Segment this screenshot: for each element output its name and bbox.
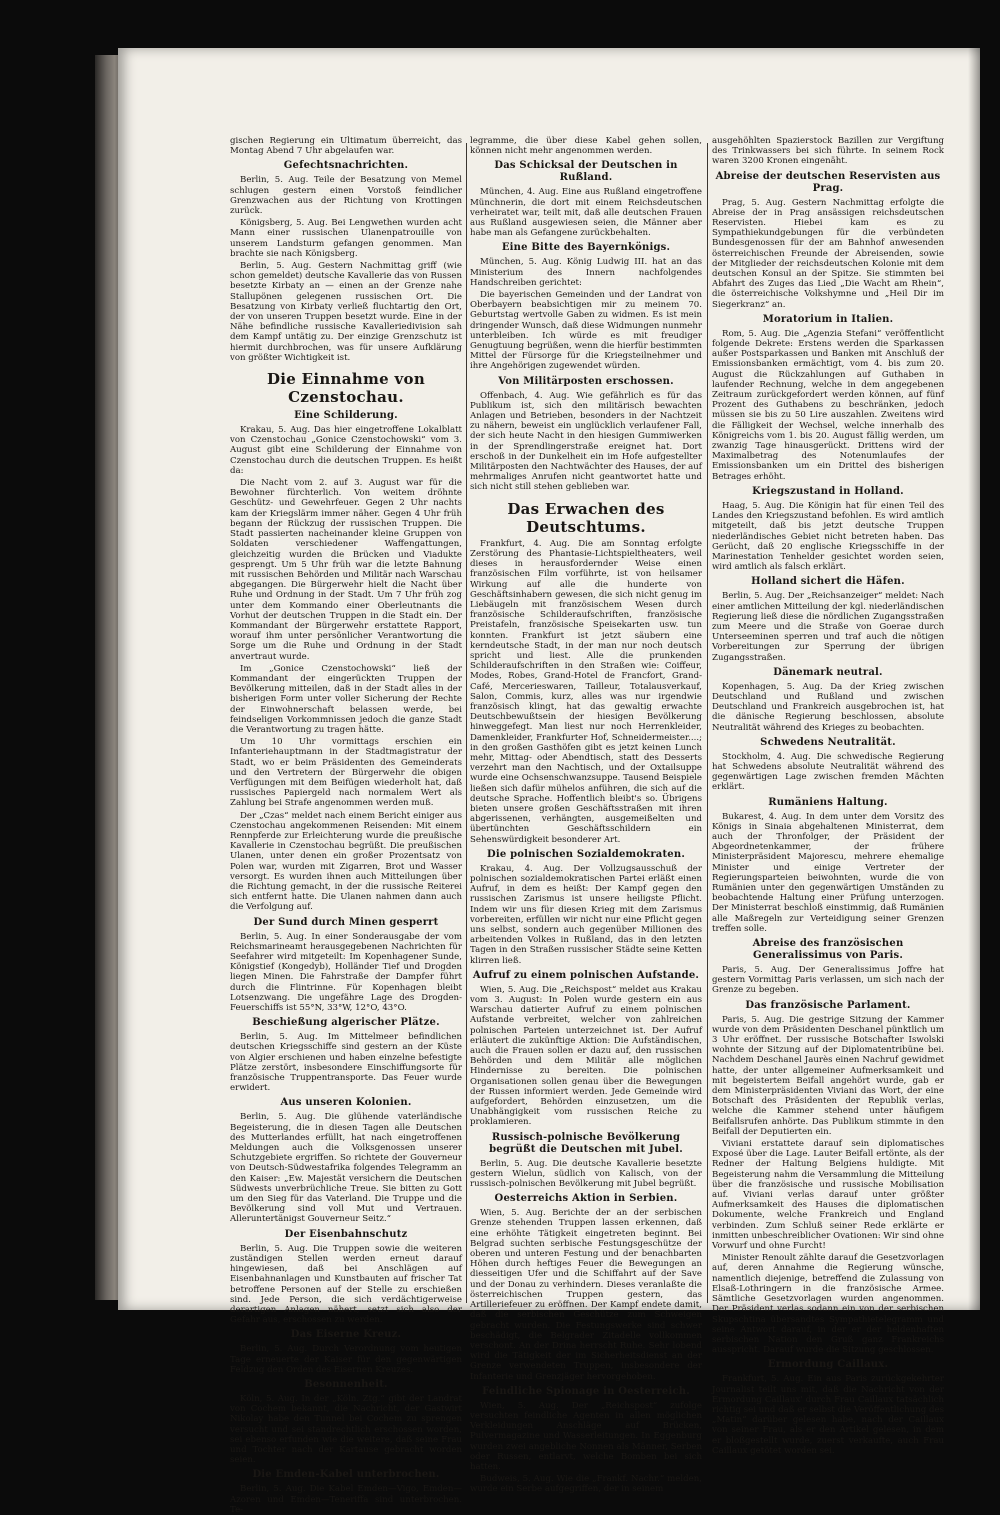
section-heading: Beschießung algerischer Plätze.	[252, 1017, 440, 1029]
article-paragraph: Wien, 5. Aug. Die „Reichspost“ meldet aus Krakau vom 3. August: In Polen wurde gestern ein aus Warschau datierter Aufruf zu einem polnischen Aufstande verbreitet, welcher von zahlreichen polnischen Parteien unterzeichnet ist. Der Aufruf erläutert die zukünftige Aktion: Die Aufständischen, auch die Frauen sollen er dazu auf, den russischen Behörden und dem Militär alle möglichen Hindernisse zu bereiten. Die polnischen Organisationen sollen genau über die Bewegungen der Russen informiert werden. Jede Gemeinde wird aufgefordert, Behörden einzusetzen, um die Unabhängigkeit vom russischen Reiche zu proklamieren.	[470, 984, 702, 1128]
section-heading: Von Militärposten erschossen.	[498, 375, 674, 387]
article-paragraph: Königsberg, 5. Aug. Bei Lengwethen wurden acht Mann einer russischen Ulanenpatrouille von unserem Landsturm gefangen genommen. Man brachte sie nach Königsberg.	[230, 218, 462, 259]
article-paragraph: Berlin, 5. Aug. Der „Reichsanzeiger“ meldet: Nach einer amtlichen Mitteilung der kgl. niederländischen Regierung ließ diese die nördlichen Zugangsstraßen zum Meere und die Straße von Goerae durch Unterseeminen sperren und traf auch die nötigen Vorbereitungen zur Sperrung der übrigen Zugangsstraßen.	[712, 591, 944, 663]
article-paragraph: Berlin, 5. Aug. Durch Verordnung vom heutigen Tage erneuerte der Kaiser für den gegenwärtigen Feldzug den Orden des Eisernen Kreuzes.	[230, 1344, 462, 1375]
article-paragraph: Kopenhagen, 5. Aug. Da der Krieg zwischen Deutschland und Rußland und zwischen Deutschland und Frankreich ausgebrochen ist, hat die dänische Regierung beschlossen, absolute Neutralität während des Krieges zu beobachten.	[712, 681, 944, 733]
section-heading: Der Sund durch Minen gesperrt	[253, 916, 439, 928]
article-paragraph: Frankfurt, 5. Aug. Ein aus Paris zurückgekehrter Journalist teilt uns mit, daß die Nachricht von der Ermordung Caillaux' durch Frau Caillaux tatsächlich richtig sei und daß er selbst die Veröffentlichung des „Matin“ darüber gelesen habe, nach der Caillaux von seiner Frau, als er den Artikel gelesen, in dem er bloßgestellt wurde, zuerst verkaufte, auch Frau Caillaux getötet worden sei.	[712, 1374, 944, 1456]
section-heading: Kriegszustand in Holland.	[752, 485, 904, 497]
section-heading: Das Schicksal der Deutschen in Rußland.	[494, 160, 678, 184]
page-shadow	[968, 48, 980, 1310]
article-paragraph: Wien, 5. Aug. Berichte der an der serbischen Grenze stehenden Truppen lassen erkennen, daß eine erhöhte Tätigkeit eingetreten beginnt. Bei Belgrad suchten serbische Festungsgeschütze der oberen und unteren Festung und der benachbarten Höhen durch heftiges Feuer die Bewegungen an diesseitigen Ufer und die Schiffahrt auf der Save und der Donau zu verhindern. Dieses veranlaßte die österreichischen Truppen gestern, das Artilleriefeuer zu eröffnen. Der Kampf endete damit, daß die serbischen Geschütze zum Schweigen gebracht wurden. Die Festungswerke sind schwer beschädigt, die Belgrader Zitadelle vollkommen verschont. An der Drina herrscht Ruhe. Sehr lobend wird die Tätigkeit der im Sicherheitsdienst an der Grenze verwendeten Truppen, insbesondere der Infanterie und Grenzjäger hervorgehoben.	[470, 1208, 702, 1382]
article-paragraph: Minister Renoult zählte darauf die Gesetzvorlagen auf, deren Annahme die Regierung wünsche, namentlich diejenige, betreffend die Zulassung von Elsaß-Lothringern in die französische Armee. Sämtliche Gesetzvorlagen wurden angenommen. Der Präsident verlas sodann ein von der serbischen Skupschtina übersandtes Sympathietelegramm und seine Antwort darauf, in der er der heldenhaften serbischen Nation den Gruß ganz Frankreichs ausspricht. Darauf wurde die Sitzung geschlossen.	[712, 1253, 944, 1356]
article-paragraph: Wien, 5. Aug. Der „Reichspost“ zufolge versuchten feindliche Agenten in allen möglichen Verkleidungen Anschläge auf Brücken, Pulvermagazine und Wasserleitungen. In Eggenburg wurden zwei angebliche Nonnen als Männer, Serben oder Russen, entlarvt, welche Bomben bei sich hatten.	[470, 1400, 702, 1472]
article-paragraph: Die bayerischen Gemeinden und der Landrat von Oberbayern beabsichtigen mir zu meinem 70. Geburtstag wertvolle Gaben zu widmen. Es ist mein dringender Wunsch, daß diese Widmungen nunmehr unterbleiben. Ich würde es mit freudiger Genugtuung begrüßen, wenn die hierfür bestimmten Mittel der Fürsorge für die Kriegsteilnehmer und ihre Angehörigen zugewendet würden.	[470, 290, 702, 372]
article-paragraph: München, 5. Aug. König Ludwig III. hat an das Ministerium des Innern nachfolgendes Handschreiben gerichtet:	[470, 257, 702, 288]
article-paragraph: Berlin, 5. Aug. Die glühende vaterländische Begeisterung, die in diesen Tagen alle Deutschen des Mutterlandes erfüllt, hat nach eingetroffenen Meldungen auch die Volksgenossen unserer Schutzgebiete ergriffen. So richtete der Gouverneur von Deutsch-Südwestafrika folgendes Telegramm an den Kaiser: „Ew. Majestät versichern die Deutschen Südwests unverbrüchliche Treue. Sie bitten zu Gott um den Sieg für das Vaterland. Die Truppe und die Bevölkerung sind voll Mut und Vertrauen. Alleruntertänigst Gouverneur Seitz.“	[230, 1112, 462, 1225]
section-heading: Die Emden-Kabel unterbrochen.	[252, 1469, 440, 1481]
section-heading: Der Eisenbahnschutz	[284, 1228, 408, 1240]
article-paragraph: legramme, die über diese Kabel gehen sollen, können nicht mehr angenommen werden.	[470, 136, 702, 157]
section-heading: Aus unseren Kolonien.	[280, 1097, 412, 1109]
article-paragraph: Um 10 Uhr vormittags erschien ein Infanteriehauptmann in der Stadtmagistratur der Stadt, wo er beim Präsidenten des Gemeinderats und den Vertretern der Bürgerwehr die obigen Verfügungen mit dem Beifügen wiederholt hat, daß russisches Papiergeld nach normalem Wert als Zahlung bei Strafe angenommen werden muß.	[230, 737, 462, 809]
column-divider	[466, 143, 467, 1303]
article-paragraph: Köln, 5. Aug. In der „Köln. Ztg.“ gibt der Landrat von Cochem bekannt, die Nachricht, der Gastwirt Nikolay habe den Tunnel bei Cochem zu sprengen versucht und sei standrechtlich erschossen worden, sei ebenso erfunden wie die weitere, daß seine Frau und Tochter nach der Kartause gebracht worden seien.	[230, 1393, 462, 1466]
section-heading: Ermordung Caillaux.	[767, 1359, 889, 1371]
article-paragraph: Berlin, 5. Aug. Die Truppen sowie die weiteren zuständigen Stellen werden erneut darauf hingewiesen, daß bei Anschlägen auf Eisenbahnanlagen und Kunstbauten auf frischer Tat betroffene Personen auf der Stelle zu erschießen sind. Jede Person, die sich verdächtigerweise derartigen Anlagen nähert, setzt sich also der Gefahr aus, erschossen zu werden.	[230, 1243, 462, 1326]
article-paragraph: Krakau, 4. Aug. Der Vollzugsausschuß der polnischen sozialdemokratischen Partei erläßt einen Aufruf, in dem es heißt: Der Kampf gegen den russischen Zarismus ist unsere heiligste Pflicht. Indem wir uns für diesen Krieg mit dem Zarismus vorbereiten, erfüllen wir nicht nur eine Pflicht gegen uns selbst, sondern auch gegenüber Millionen des arbeitenden Volkes in Rußland, das in den letzten Tagen in den Straßen russischer Städte seine Ketten klirren ließ.	[470, 863, 702, 966]
article-paragraph: Haag, 5. Aug. Die Königin hat für einen Teil des Landes den Kriegszustand befohlen. Es wird amtlich mitgeteilt, daß bis jetzt deutsche Truppen niederländisches Gebiet nicht betreten haben. Das Gerücht, daß 20 englische Kriegsschiffe in der Marinestation Tenhelder gesichtet worden seien, wird amtlich als falsch erklärt.	[712, 500, 944, 573]
column-right	[712, 136, 944, 1456]
article-paragraph: Der „Czas“ meldet nach einem Bericht einiger aus Czenstochau angekommenen Reisenden: Mit einem Rennpferde zur Erleichterung wurde die preußische Kavallerie in Czenstochau begrüßt. Die preußischen Ulanen, unter denen ein großer Prozentsatz von Polen war, wurden mit Zigarren, Brot und Wasser versorgt. Es wurden ihnen auch Mitteilungen über die Richtung gemacht, in der die russische Reiterei sich entfernt hatte. Die Ulanen nahmen dann auch die Verfolgung auf.	[230, 810, 462, 913]
article-paragraph: Berlin, 5. Aug. Im Mittelmeer befindlichen deutschen Kriegsschiffe sind gestern an der Küste von Algier erschienen und haben einzelne befestigte Plätze zerstört, insbesondere Einschiffungsorte für französische Truppentransporte. Das Feuer wurde erwidert.	[230, 1032, 462, 1094]
section-heading: Eine Schilderung.	[294, 410, 398, 422]
major-headline: Das Erwachen des Deutschtums.	[507, 499, 665, 536]
article-paragraph: Viviani erstattete darauf sein diplomatisches Exposé über die Lage. Lauter Beifall ertönte, als der Redner der Haltung Belgiens huldigte. Mit Begeisterung nahm die Versammlung die Mitteilung über die französische und russische Mobilisation auf. Viviani verlas darauf unter größter Aufmerksamkeit des Hauses die diplomatischen Dokumente, welche Frankreich und England verbinden. Zum Schluß seiner Rede erklärte er inmitten unbeschreiblicher Ovationen: Wir sind ohne Vorwurf und ohne Furcht!	[712, 1139, 944, 1252]
section-heading: Eine Bitte des Bayernkönigs.	[501, 242, 671, 254]
section-heading: Das französische Parlament.	[745, 999, 911, 1011]
section-heading: Feindliche Spionage in Oesterreich.	[482, 1385, 690, 1397]
section-heading: Russisch-polnische Bevölkerung begrüßt die Deutschen mit Jubel.	[489, 1131, 683, 1155]
article-paragraph: Im „Gonice Czenstochowski“ ließ der Kommandant der eingerückten Truppen der Bevölkerung mitteilen, daß in der Stadt alles in der bisherigen Form unter voller Sicherung der Rechte der Einwohnerschaft belassen werde, bei feindseligen Vorkommnissen jedoch die ganze Stadt die Verantwortung zu tragen hätte.	[230, 663, 462, 735]
article-paragraph: Krakau, 5. Aug. Das hier eingetroffene Lokalblatt von Czenstochau „Gonice Czenstochowski“ vom 3. August gibt eine Schilderung der Einnahme von Czenstochau durch die deutschen Truppen. Es heißt da:	[230, 425, 462, 476]
section-heading: Aufruf zu einem polnischen Aufstande.	[472, 969, 700, 981]
article-paragraph: ausgehöhlten Spazierstock Bazillen zur Vergiftung des Trinkwassers bei sich führte. In seinem Rock waren 3200 Kronen eingenäht.	[712, 136, 944, 167]
section-heading: Gefechtsnachrichten.	[283, 160, 409, 172]
article-paragraph: Die Nacht vom 2. auf 3. August war für die Bewohner fürchterlich. Von weitem dröhnte Geschütz- und Gewehrfeuer. Gegen 2 Uhr nachts kam der Kriegslärm immer näher. Gegen 4 Uhr früh begann der Rückzug der russischen Truppen. Die Stadt passierten nacheinander kleine Gruppen von Soldaten verschiedener Waffengattungen, gleichzeitig wurden die Brücken und Viadukte gesprengt. Um 5 Uhr früh war die letzte Bahnung mit russischen Behörden und Militär nach Warschau abgegangen. Die Bürgerwehr hielt die Nacht über Ruhe und Ordnung in der Stadt. Um 7 Uhr früh zog unter dem Kommando einer Oberleutnants die Vorhut der deutschen Truppen in die Stadt ein. Der Kommandant der Bürgerwehr erstattete Rapport, worauf ihm unter persönlicher Verantwortung die Sorge um die Ruhe und Ordnung in der Stadt anvertraut wurde.	[230, 478, 462, 662]
section-heading: Schwedens Neutralität.	[760, 736, 896, 748]
section-heading: Moratorium in Italien.	[762, 313, 894, 325]
article-paragraph: Offenbach, 4. Aug. Wie gefährlich es für das Publikum ist, sich den militärisch bewachten Anlagen und Betrieben, besonders in der Nachtzeit zu nähern, beweist ein unglücklich verlaufener Fall, der sich heute Nacht in den hiesigen Gummiwerken in der Sprendlingerstraße ereignet hat. Dort erschoß in der Dunkelheit ein im Hofe aufgestellter Militärposten den Nachtwächter des Hauses, der auf mehrmaliges Anrufen nicht geantwortet hatte und sich nicht still stehen geblieben war.	[470, 390, 702, 493]
section-heading: Besonnenheit.	[304, 1378, 388, 1390]
article-paragraph: Berlin, 5. Aug. Die deutsche Kavallerie besetzte gestern Wielun, südlich von Kalisch, von der russisch-polnischen Bevölkerung mit Jubel begrüßt.	[470, 1158, 702, 1190]
article-paragraph: Frankfurt, 4. Aug. Die am Sonntag erfolgte Zerstörung des Phantasie-Lichtspieltheaters, weil dieses in herausfordernder Weise einen französischen Film vorführte, ist von heilsamer Wirkung auf alle die hunderte von Geschäftsinhabern gewesen, die sich nicht genug im Liebäugeln mit französischem Wesen durch französische Schilderaufschriften, französische Preistafeln, französische Speisekarten usw. tun konnten. Frankfurt ist jetzt säubern eine kerndeutsche Stadt, in der man nur noch deutsch spricht und liest. Alle die prunkenden Schilderaufschriften in den Straßen wie: Coiffeur, Modes, Robes, Grand-Hotel de Francfort, Grand-Café, Mercerieswaren, Tailleur, Totalausverkauf, Salon, Commis, kurz, alles was nur irgendwie französisch klingt, hat das gewaltig erwachte Deutschbewußtsein der hiesigen Bevölkerung hinweggefegt. Man liest nur noch Herrenkleider, Damenkleider, Frankfurter Hof, Schneidermeister....; in den großen Gasthöfen gibt es jetzt keinen Lunch mehr, Mittag- oder Abendtisch, statt des Desserts verzehrt man den Nachtisch, und der Oxtailsuppe wurde eine Ochsenschwanzsuppe. Tausend Beispiele ließen sich dafür mühelos anführen, die sich auf die deutsche Sprache. Hoffentlich bleibt's so. Übrigens bieten unsere großen Geschäftsstraßen mit ihren abgerissenen, verhängten, ausgemeißelten und übertünchten Geschäftsschildern ein Sehenswürdigkeit besonderer Art.	[470, 538, 702, 845]
article-paragraph: Rom, 5. Aug. Die „Agenzia Stefani“ veröffentlicht folgende Dekrete: Erstens werden die Sparkassen außer Postsparkassen und Banken mit Anschluß der Emissionsbanken ermächtigt, vom 4. bis zum 20. August die Rückzahlungen auf Guthaben in laufender Rechnung, welche in dem angegebenen Zeitraum zurückgefordert werden können, auf fünf Prozent des Guthabens zu beschränken, jedoch müssen sie bis zu 50 Lire auszahlen. Zweitens wird die Fälligkeit der Wechsel, welche innerhalb des Königreichs vom 1. bis 20. August fällig werden, um zwanzig Tage hinausgerückt. Drittens wird der Maximalbetrag des Notenumlaufes der Emissionsbanken um ein Drittel des bisherigen Betrages erhöht.	[712, 328, 944, 482]
section-heading: Abreise der deutschen Reservisten aus Prag.	[715, 170, 941, 194]
column-left	[230, 136, 462, 1515]
column-middle	[470, 136, 702, 1495]
newspaper-page	[118, 48, 980, 1515]
column-divider	[707, 143, 708, 1303]
article-paragraph: Stockholm, 4. Aug. Die schwedische Regierung hat Schwedens absolute Neutralität während des gegenwärtigen Lage zwischen fremden Mächten erklärt.	[712, 751, 944, 793]
article-paragraph: Paris, 5. Aug. Die gestrige Sitzung der Kammer wurde von dem Präsidenten Deschanel pünktlich um 3 Uhr eröffnet. Der russische Botschafter Iswolski wohnte der Sitzung auf der Diplomatentribüne bei. Nachdem Deschanel Jaurès einen Nachruf gewidmet hatte, der unter allgemeiner Aufmerksamkeit und mit begeistertem Beifall angehört wurde, gab er dem Ministerpräsidenten Viviani das Wort, der eine Botschaft des Präsidenten der Republik verlas, welche die Kammer stehend unter häufigem Beifallsrufen anhörte. Das Publikum stimmte in den Beifall der Deputierten ein.	[712, 1014, 944, 1137]
section-heading: Das Eiserne Kreuz.	[290, 1329, 402, 1341]
section-heading: Holland sichert die Häfen.	[751, 576, 905, 588]
article-paragraph: Berlin, 5. Aug. Teile der Besatzung von Memel schlugen gestern einen Vorstoß feindlicher Grenzwachen aus der Richtung von Krottingen zurück.	[230, 175, 462, 217]
article-paragraph: München, 4. Aug. Eine aus Rußland eingetroffene Münchnerin, die dort mit einem Reichsdeutschen verheiratet war, teilt mit, daß alle deutschen Frauen aus Rußland ausgewiesen seien, die Männer aber habe man als Gefangene zurückbehalten.	[470, 187, 702, 239]
section-heading: Dänemark neutral.	[773, 666, 883, 678]
section-heading: Oesterreichs Aktion in Serbien.	[494, 1193, 678, 1205]
article-paragraph: gischen Regierung ein Ultimatum überreicht, das Montag Abend 7 Uhr abgelaufen war.	[230, 136, 462, 157]
section-heading: Die polnischen Sozialdemokraten.	[486, 848, 685, 860]
article-paragraph: Berlin, 5. Aug. Die Kabel Emden—Vigo, Emden—Azoren und Emden—Teneriffa sind unterbrochen. Te-	[230, 1484, 462, 1515]
section-heading: Rumäniens Haltung.	[768, 796, 888, 808]
article-paragraph: Berlin, 5. Aug. Gestern Nachmittag griff (wie schon gemeldet) deutsche Kavallerie das von Russen besetzte Kirbaty an — einen an der Grenze nahe Stallupönen gelegenen russischen Ort. Die Besatzung von Kirbaty verließ fluchtartig den Ort, der von unseren Truppen besetzt wurde. Eine in der Nähe befindliche russische Kavalleriedivision sah dem Kampf untätig zu. Der einzige Grenzschutz ist hiermit durchbrochen, was für unsere Aufklärung von größter Wichtigkeit ist.	[230, 261, 462, 363]
section-heading: Abreise des französischen Generalissimus von Paris.	[752, 938, 904, 961]
article-paragraph: Berlin, 5. Aug. In einer Sonderausgabe der vom Reichsmarineamt herausgegebenen Nachrichten für Seefahrer wird mitgeteilt: Im Kopenhagener Sunde, Königstief (Kongedyb), Holländer Tief und Drogden liegen Minen. Die Fahrstraße der Dampfer führt durch die Flintrinne. Für Kopenhagen bleibt Lotsenzwang. Die ungefähre Lage des Drogden-Feuerschiffs ist 55°N, 33°W, 12°O, 43°O.	[230, 931, 462, 1014]
article-paragraph: Bukarest, 4. Aug. In dem unter dem Vorsitz des Königs in Sinaia abgehaltenen Ministerrat, dem auch der Thronfolger, der Präsident der Abgeordnetenkammer, der frühere Ministerpräsident Majorescu, mehrere ehemalige Minister und einige Vertreter der Regierungsparteien beiwohnten, wurde die von Rumänien unter den gegenwärtigen Umständen zu beobachtende Haltung einer Prüfung unterzogen. Der Ministerrat beschloß einstimmig, daß Rumänien alle Maßregeln zur Verteidigung seiner Grenzen treffen solle.	[712, 811, 944, 934]
article-paragraph: Prag, 5. Aug. Gestern Nachmittag erfolgte die Abreise der in Prag ansässigen reichsdeutschen Reservisten. Hiebei kam es zu Sympathiekundgebungen für die verbündeten Bundesgenossen für der am Bahnhof anwesenden österreichischen Freunde der Abreisenden, sowie der Mitglieder der reichsdeutschen Kolonie mit dem deutschen Konsul an der Spitze. Sie stimmten bei Abfahrt des Zuges das Lied „Die Wacht am Rhein“, die österreichische Volkshymne und „Heil Dir im Siegerkranz“ an.	[712, 197, 944, 310]
article-paragraph: Budweis, 5. Aug. Wie die „Frankf. Nachr.“ melden, wurde ein Serbe aufgegriffen, der in seinem	[470, 1474, 702, 1495]
article-paragraph: Paris, 5. Aug. Der Generalissimus Joffre hat gestern Vormittag Paris verlassen, um sich nach der Grenze zu begeben.	[712, 965, 944, 996]
major-headline: Die Einnahme von Czenstochau.	[266, 370, 426, 407]
